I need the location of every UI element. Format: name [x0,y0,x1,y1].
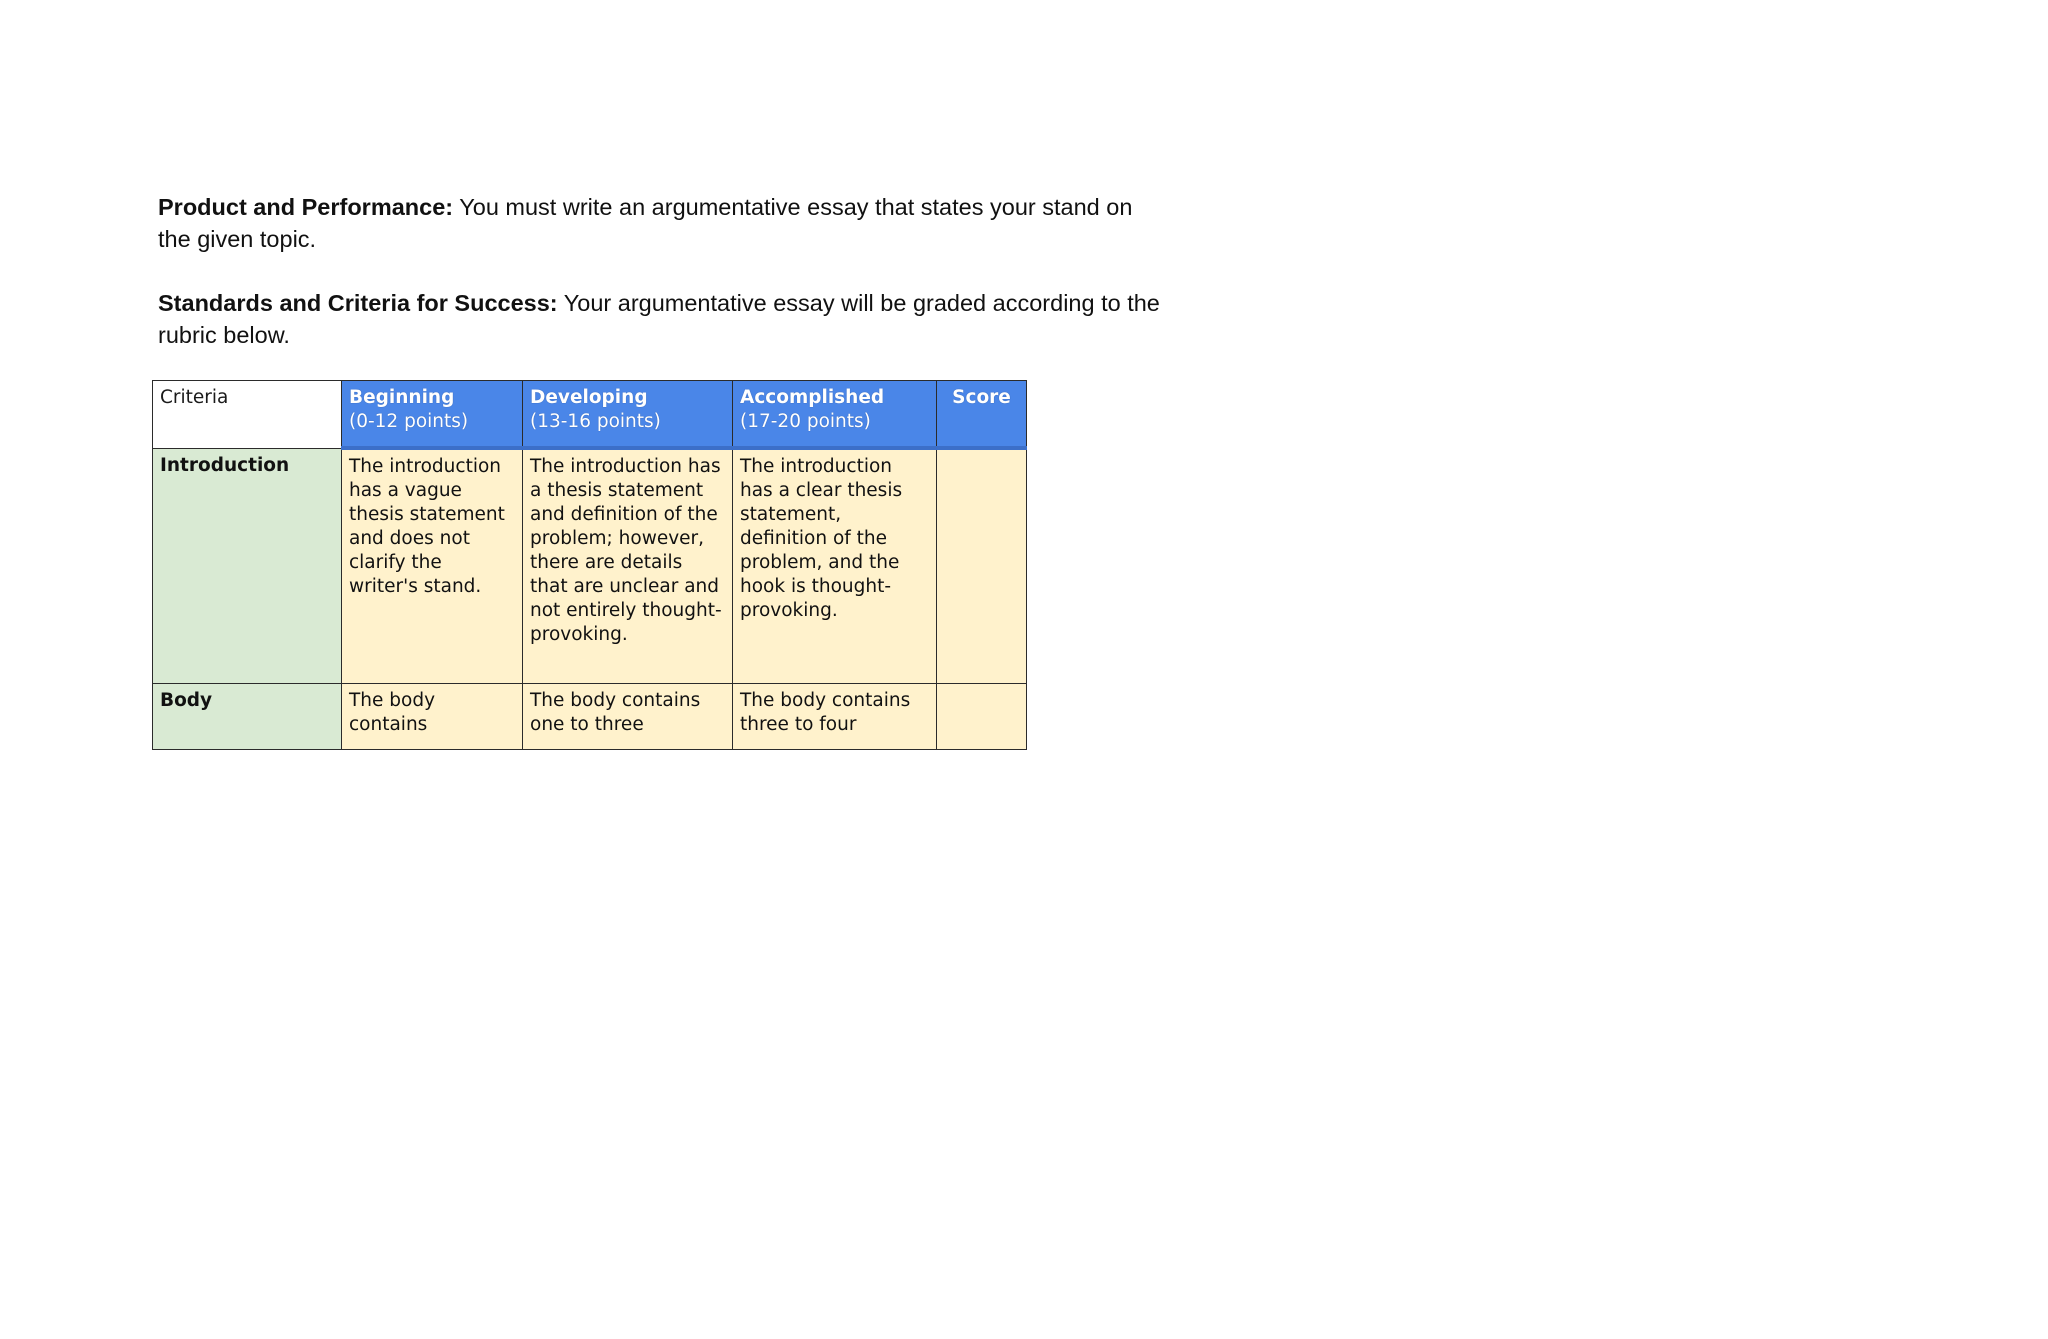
accomplished-description-cell: The body contains three to four [733,684,937,750]
rubric-row-introduction [153,448,1027,684]
level-name: Accomplished [740,387,885,408]
score-cell [937,684,1027,750]
score-column-header: Score [937,381,1027,449]
developing-column-header [523,381,733,449]
standards-and-criteria-text: Your argumentative essay will be graded according to the rubric below. [158,290,1160,348]
product-and-performance-paragraph [158,191,1168,255]
rubric-table [152,380,1027,750]
developing-description-cell: The introduction has a thesis statement and definition of the problem; however, there are details that are unclear and not entirely thought-provoking. [523,448,733,684]
level-points: (13-16 points) [530,411,661,432]
beginning-column-header [342,381,523,449]
criterion-cell: Body [153,684,342,750]
developing-description-cell: The body contains one to three [523,684,733,750]
product-and-performance-label: Product and Performance: [158,194,454,220]
criterion-cell: Introduction [153,448,342,684]
level-points: (0-12 points) [349,411,469,432]
beginning-description-cell: The body contains [342,684,523,750]
product-and-performance-text: You must write an argumentative essay that states your stand on the given topic. [158,194,1133,252]
beginning-description-cell: The introduction has a vague thesis statement and does not clarify the writer's stand. [342,448,523,684]
rubric-header [153,381,1027,449]
rubric-row-body [153,684,1027,750]
accomplished-description-cell: The introduction has a clear thesis statement, definition of the problem, and the hook is thought-provoking. [733,448,937,684]
level-name: Developing [530,387,648,408]
level-points: (17-20 points) [740,411,871,432]
accomplished-column-header [733,381,937,449]
standards-and-criteria-paragraph [158,287,1168,351]
standards-and-criteria-label: Standards and Criteria for Success: [158,290,558,316]
score-cell [937,448,1027,684]
rubric-body [153,448,1027,750]
level-name: Beginning [349,387,455,408]
criteria-column-header: Criteria [153,381,342,449]
rubric-header-row [153,381,1027,449]
